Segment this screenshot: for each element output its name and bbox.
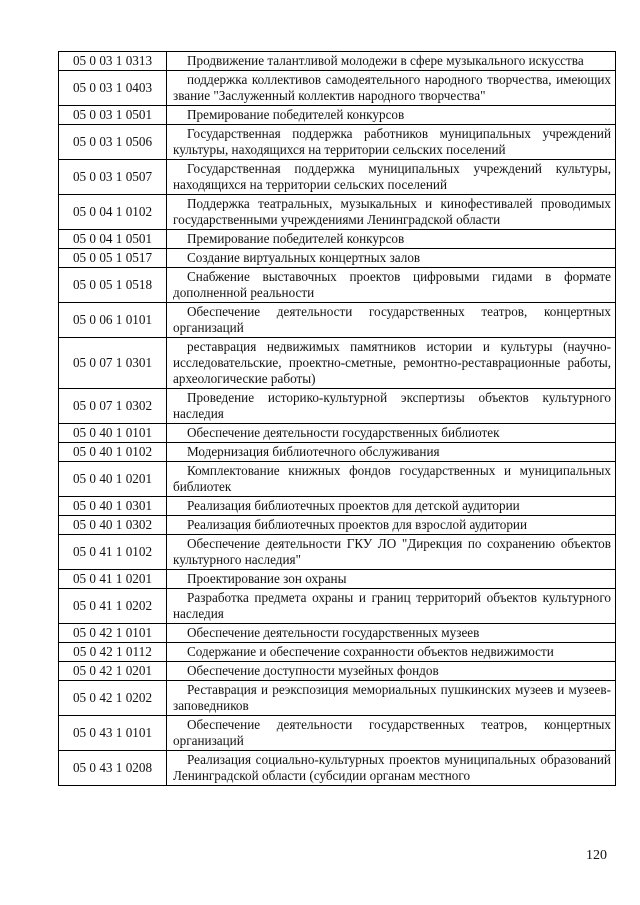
budget-code-cell: 05 0 05 1 0517 [59,249,167,268]
budget-code-cell: 05 0 07 1 0301 [59,338,167,389]
budget-code-cell: 05 0 40 1 0302 [59,516,167,535]
description-cell [167,751,616,786]
description-text: Создание виртуальных концертных залов [187,250,421,265]
table-row [59,249,616,268]
description-text: Премирование победителей конкурсов [187,107,405,122]
description-cell [167,249,616,268]
budget-code-cell: 05 0 42 1 0112 [59,643,167,662]
description-text: Реализация библиотечных проектов для детской аудитории [187,498,520,513]
budget-code-cell: 05 0 05 1 0518 [59,268,167,303]
budget-code-cell: 05 0 40 1 0301 [59,497,167,516]
description-cell [167,303,616,338]
budget-code-cell: 05 0 04 1 0501 [59,230,167,249]
budget-code-cell: 05 0 03 1 0403 [59,71,167,106]
budget-code-table [58,51,616,786]
budget-code-cell: 05 0 04 1 0102 [59,195,167,230]
table-row [59,535,616,570]
table-row [59,424,616,443]
table-row [59,589,616,624]
table-row [59,662,616,681]
document-page [58,51,616,786]
description-text: Продвижение талантливой молодежи в сфере музыкального искусства [187,53,584,68]
budget-code-cell: 05 0 03 1 0313 [59,52,167,71]
table-row [59,516,616,535]
description-text: Проведение историко-культурной экспертизы объектов культурного наследия [173,390,611,421]
table-row [59,570,616,589]
table-row [59,643,616,662]
description-text: Снабжение выставочных проектов цифровыми гидами в формате дополненной реальности [173,269,611,300]
description-cell [167,195,616,230]
table-row [59,338,616,389]
table-row [59,751,616,786]
description-text: Государственная поддержка работников муниципальных учреждений культуры, находящихся на территории сельских поселений [173,126,611,157]
description-cell [167,570,616,589]
table-row [59,497,616,516]
description-cell [167,71,616,106]
table-row [59,106,616,125]
budget-code-cell: 05 0 03 1 0507 [59,160,167,195]
table-row [59,624,616,643]
budget-code-cell: 05 0 40 1 0102 [59,443,167,462]
table-row [59,52,616,71]
budget-code-cell: 05 0 42 1 0202 [59,681,167,716]
table-row [59,681,616,716]
budget-code-cell: 05 0 07 1 0302 [59,389,167,424]
description-text: реставрация недвижимых памятников истории и культуры (научно-исследовательские, проектно-сметные, ремонтно-реставрационные работы, археологические работы) [173,339,611,386]
description-cell [167,516,616,535]
description-cell [167,643,616,662]
description-text: Содержание и обеспечение сохранности объектов недвижимости [187,644,554,659]
table-row [59,462,616,497]
table-row [59,160,616,195]
description-cell [167,338,616,389]
budget-code-cell: 05 0 40 1 0101 [59,424,167,443]
description-text: Реализация библиотечных проектов для взрослой аудитории [187,517,528,532]
table-row [59,71,616,106]
budget-code-cell: 05 0 40 1 0201 [59,462,167,497]
description-cell [167,662,616,681]
description-cell [167,624,616,643]
description-cell [167,424,616,443]
table-row [59,195,616,230]
budget-code-cell: 05 0 43 1 0208 [59,751,167,786]
description-cell [167,160,616,195]
budget-code-cell: 05 0 03 1 0506 [59,125,167,160]
description-text: Комплектование книжных фондов государственных и муниципальных библиотек [173,463,611,494]
description-cell [167,389,616,424]
description-cell [167,268,616,303]
page-number: 120 [586,848,607,863]
budget-code-cell: 05 0 03 1 0501 [59,106,167,125]
description-text: поддержка коллективов самодеятельного народного творчества, имеющих звание "Заслуженный коллектив народного творчества" [173,72,611,103]
description-text: Премирование победителей конкурсов [187,231,405,246]
table-row [59,268,616,303]
description-text: Проектирование зон охраны [187,571,347,586]
description-cell [167,462,616,497]
description-text: Обеспечение доступности музейных фондов [187,663,439,678]
description-cell [167,443,616,462]
description-cell [167,125,616,160]
description-cell [167,230,616,249]
description-text: Поддержка театральных, музыкальных и кинофестивалей проводимых государственными учреждениями Ленинградской области [173,196,611,227]
description-cell [167,106,616,125]
description-text: Обеспечение деятельности ГКУ ЛО "Дирекция по сохранению объектов культурного наследия" [173,536,611,567]
description-text: Обеспечение деятельности государственных театров, концертных организаций [173,717,611,748]
budget-code-cell: 05 0 42 1 0201 [59,662,167,681]
description-text: Реставрация и реэкспозиция мемориальных пушкинских музеев и музеев-заповедников [173,682,611,713]
budget-code-cell: 05 0 42 1 0101 [59,624,167,643]
description-text: Обеспечение деятельности государственных театров, концертных организаций [173,304,611,335]
budget-code-cell: 05 0 41 1 0102 [59,535,167,570]
budget-code-cell: 05 0 43 1 0101 [59,716,167,751]
table-row [59,125,616,160]
table-row [59,230,616,249]
table-row [59,389,616,424]
table-body [59,52,616,786]
description-cell [167,589,616,624]
description-cell [167,497,616,516]
table-row [59,443,616,462]
description-cell [167,52,616,71]
description-cell [167,716,616,751]
description-text: Разработка предмета охраны и границ территорий объектов культурного наследия [173,590,611,621]
table-row [59,303,616,338]
budget-code-cell: 05 0 41 1 0201 [59,570,167,589]
description-text: Обеспечение деятельности государственных библиотек [187,425,500,440]
description-cell [167,681,616,716]
budget-code-cell: 05 0 41 1 0202 [59,589,167,624]
table-row [59,716,616,751]
budget-code-cell: 05 0 06 1 0101 [59,303,167,338]
description-text: Обеспечение деятельности государственных музеев [187,625,480,640]
description-text: Реализация социально-культурных проектов муниципальных образований Ленинградской области (субсидии органам местного [173,752,611,783]
description-cell [167,535,616,570]
description-text: Государственная поддержка муниципальных учреждений культуры, находящихся на территории сельских поселений [173,161,611,192]
description-text: Модернизация библиотечного обслуживания [187,444,440,459]
